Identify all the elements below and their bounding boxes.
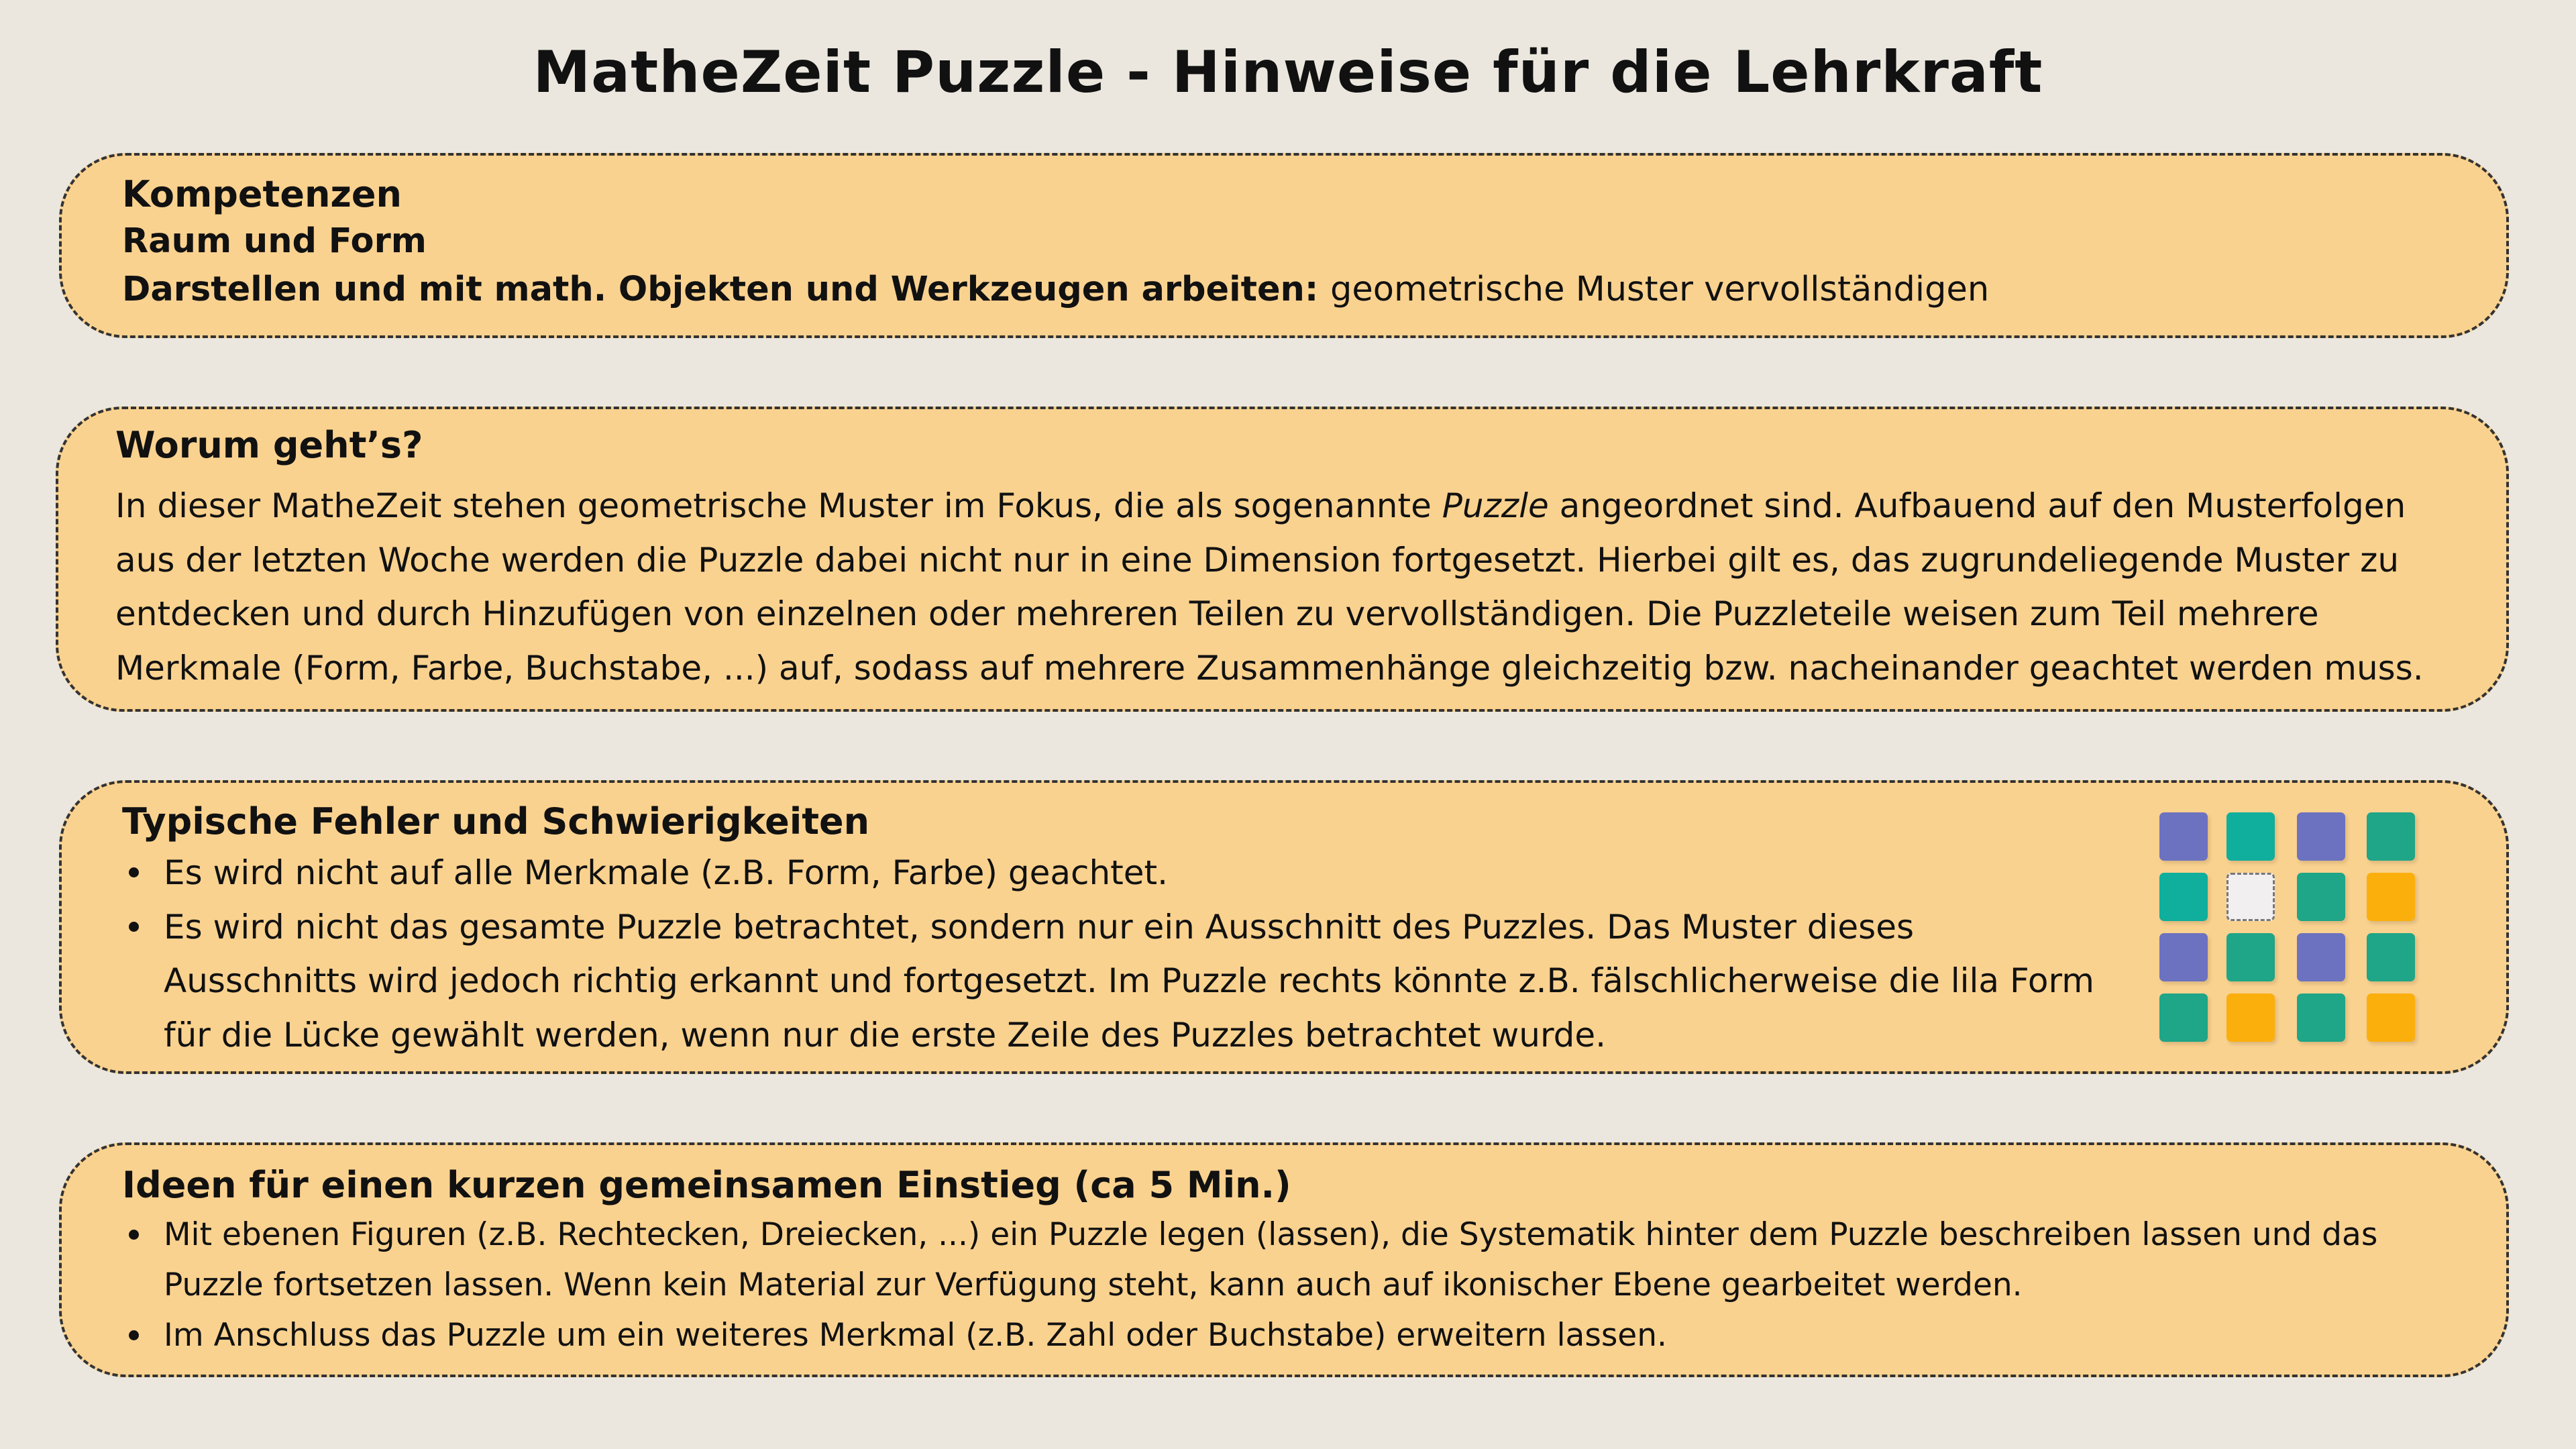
worum-line-3: entdecken und durch Hinzufügen von einzelnen oder mehreren Teilen zu vervollständigen. Die Puzzleteile weisen zum Teil mehrere bbox=[115, 594, 2319, 633]
ideen-bullet-1-line-1: Mit ebenen Figuren (z.B. Rechtecken, Dreiecken, ...) ein Puzzle legen (lassen), die Systematik hinter dem Puzzle beschreiben lassen und das bbox=[164, 1216, 2378, 1253]
kompetenzen-line-2-text: geometrische Muster vervollständigen bbox=[1330, 270, 1990, 309]
puzzle-cell-purple bbox=[2297, 933, 2345, 981]
puzzle-cell-green bbox=[2226, 933, 2275, 981]
ideen-bullet-1-line-2: Puzzle fortsetzen lassen. Wenn kein Material zur Verfügung steht, kann auch auf ikonischer Ebene gearbeitet werden. bbox=[164, 1267, 2023, 1303]
worum-paragraph bbox=[115, 479, 2457, 695]
puzzle-cell-teal bbox=[2226, 812, 2275, 861]
fehler-box bbox=[59, 780, 2509, 1074]
worum-line-1b: angeordnet sind. Aufbauend auf den Musterfolgen bbox=[1548, 486, 2406, 525]
fehler-bullet-2 bbox=[122, 900, 2506, 1063]
fehler-list bbox=[122, 846, 2506, 1062]
kompetenzen-line-2 bbox=[122, 266, 2506, 314]
worum-box bbox=[56, 407, 2509, 712]
worum-line-1a: In dieser MatheZeit stehen geometrische Muster im Fokus, die als sogenannte bbox=[115, 486, 1442, 525]
ideen-heading: Ideen für einen kurzen gemeinsamen Einstieg (ca 5 Min.) bbox=[122, 1164, 1291, 1206]
fehler-heading: Typische Fehler und Schwierigkeiten bbox=[122, 800, 870, 843]
puzzle-cell-green bbox=[2367, 933, 2415, 981]
fehler-bullet-2-line-1: Es wird nicht das gesamte Puzzle betrachtet, sondern nur ein Ausschnitt des Puzzles. Das Muster dieses bbox=[164, 907, 1915, 947]
worum-heading: Worum geht’s? bbox=[115, 424, 423, 466]
ideen-box bbox=[59, 1142, 2509, 1377]
kompetenzen-box bbox=[59, 153, 2509, 338]
puzzle-cell-green bbox=[2297, 994, 2345, 1042]
ideen-list bbox=[122, 1210, 2506, 1360]
puzzle-cell-yellow bbox=[2367, 873, 2415, 921]
worum-line-1 bbox=[115, 479, 2457, 533]
puzzle-cell-purple bbox=[2159, 933, 2208, 981]
page-title: MatheZeit Puzzle - Hinweise für die Lehrkraft bbox=[533, 39, 2043, 106]
puzzle-cell-green bbox=[2367, 812, 2415, 861]
ideen-bullet-1 bbox=[122, 1210, 2506, 1310]
worum-line-1-italic: Puzzle bbox=[1442, 486, 1549, 525]
puzzle-grid bbox=[2159, 812, 2414, 1040]
puzzle-cell-green bbox=[2159, 994, 2208, 1042]
ideen-bullet-2: Im Anschluss das Puzzle um ein weiteres Merkmal (z.B. Zahl oder Buchstabe) erweitern lassen. bbox=[122, 1310, 2506, 1360]
puzzle-cell-green bbox=[2297, 873, 2345, 921]
puzzle-cell-teal bbox=[2159, 873, 2208, 921]
fehler-bullet-2-line-2: Ausschnitts wird jedoch richtig erkannt und fortgesetzt. Im Puzzle rechts könnte z.B. fälschlicherweise die lila Form bbox=[164, 961, 2094, 1000]
puzzle-cell-purple bbox=[2297, 812, 2345, 861]
kompetenzen-heading: Kompetenzen bbox=[122, 173, 402, 215]
fehler-bullet-2-line-3: für die Lücke gewählt werden, wenn nur die erste Zeile des Puzzles betrachtet wurde. bbox=[164, 1015, 1607, 1055]
kompetenzen-line-1: Raum und Form bbox=[122, 221, 427, 261]
worum-line-2: aus der letzten Woche werden die Puzzle dabei nicht nur in eine Dimension fortgesetzt. Hierbei gilt es, das zugrundeliegende Muster zu bbox=[115, 540, 2400, 580]
puzzle-cell-yellow bbox=[2367, 994, 2415, 1042]
kompetenzen-line-2-bold: Darstellen und mit math. Objekten und Werkzeugen arbeiten: bbox=[122, 270, 1319, 309]
puzzle-cell-purple bbox=[2159, 812, 2208, 861]
fehler-bullet-1: Es wird nicht auf alle Merkmale (z.B. Form, Farbe) geachtet. bbox=[122, 846, 2506, 900]
puzzle-gap-cell bbox=[2226, 873, 2275, 921]
puzzle-cell-yellow bbox=[2226, 994, 2275, 1042]
worum-line-4: Merkmale (Form, Farbe, Buchstabe, ...) auf, sodass auf mehrere Zusammenhänge gleichzeitig bzw. nacheinander geachtet werden muss. bbox=[115, 648, 2424, 688]
